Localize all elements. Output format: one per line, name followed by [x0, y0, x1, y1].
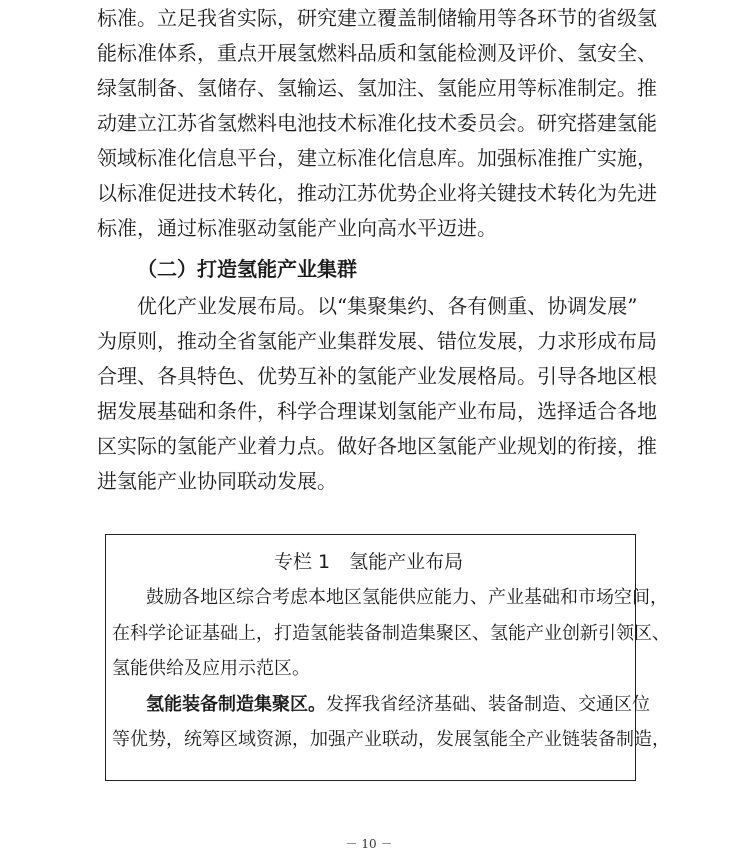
- body-line: 优化产业发展布局。以“集聚集约、各有侧重、协调发展”: [137, 294, 638, 318]
- box-line: [0, 691, 738, 719]
- box-line: 等优势，统筹区域资源，加强产业联动，发展氢能全产业链装备制造，: [112, 729, 670, 750]
- body-line: 合理、各具特色、优势互补的氢能产业发展格局。引导各地区根: [97, 364, 657, 388]
- box-line: 氢能供给及应用示范区。: [112, 658, 310, 679]
- body-line: 绿氢制备、氢储存、氢输运、氢加注、氢能应用等标准制定。推: [97, 76, 657, 100]
- body-line: 动建立江苏省氢燃料电池技术标准化技术委员会。研究搭建氢能: [97, 111, 657, 135]
- body-line: 据发展基础和条件，科学合理谋划氢能产业布局，选择适合各地: [97, 399, 657, 423]
- section-heading: （二）打造氢能产业集群: [137, 257, 357, 281]
- page-number: － 10 －: [345, 837, 393, 851]
- body-line: 区实际的氢能产业着力点。做好各地区氢能产业规划的衔接，推: [97, 434, 657, 458]
- body-line: 标准，通过标准驱动氢能产业向高水平迈进。: [97, 216, 497, 240]
- body-line: 标准。立足我省实际，研究建立覆盖制储输用等各环节的省级氢: [97, 6, 657, 30]
- body-line: 领域标准化信息平台，建立标准化信息库。加强标准推广实施，: [97, 146, 657, 170]
- box-line: 鼓励各地区综合考虑本地区氢能供应能力、产业基础和市场空间，: [146, 587, 668, 608]
- body-line: 进氢能产业协同联动发展。: [97, 469, 337, 493]
- box-line: 在科学论证基础上，打造氢能装备制造集聚区、氢能产业创新引领区、: [112, 623, 670, 644]
- body-line: 能标准体系，重点开展氢燃料品质和氢能检测及评价、氢安全、: [97, 41, 657, 65]
- body-line: 以标准促进技术转化，推动江苏优势企业将关键技术转化为先进: [97, 181, 657, 205]
- box-lead-rest: 发挥我省经济基础、装备制造、交通区位: [326, 694, 650, 715]
- body-line: 为原则，推动全省氢能产业集群发展、错位发展，力求形成布局: [97, 329, 657, 353]
- box-lead-bold: 氢能装备制造集聚区。: [146, 694, 326, 715]
- box-title: 专栏 1 氢能产业布局: [274, 551, 464, 573]
